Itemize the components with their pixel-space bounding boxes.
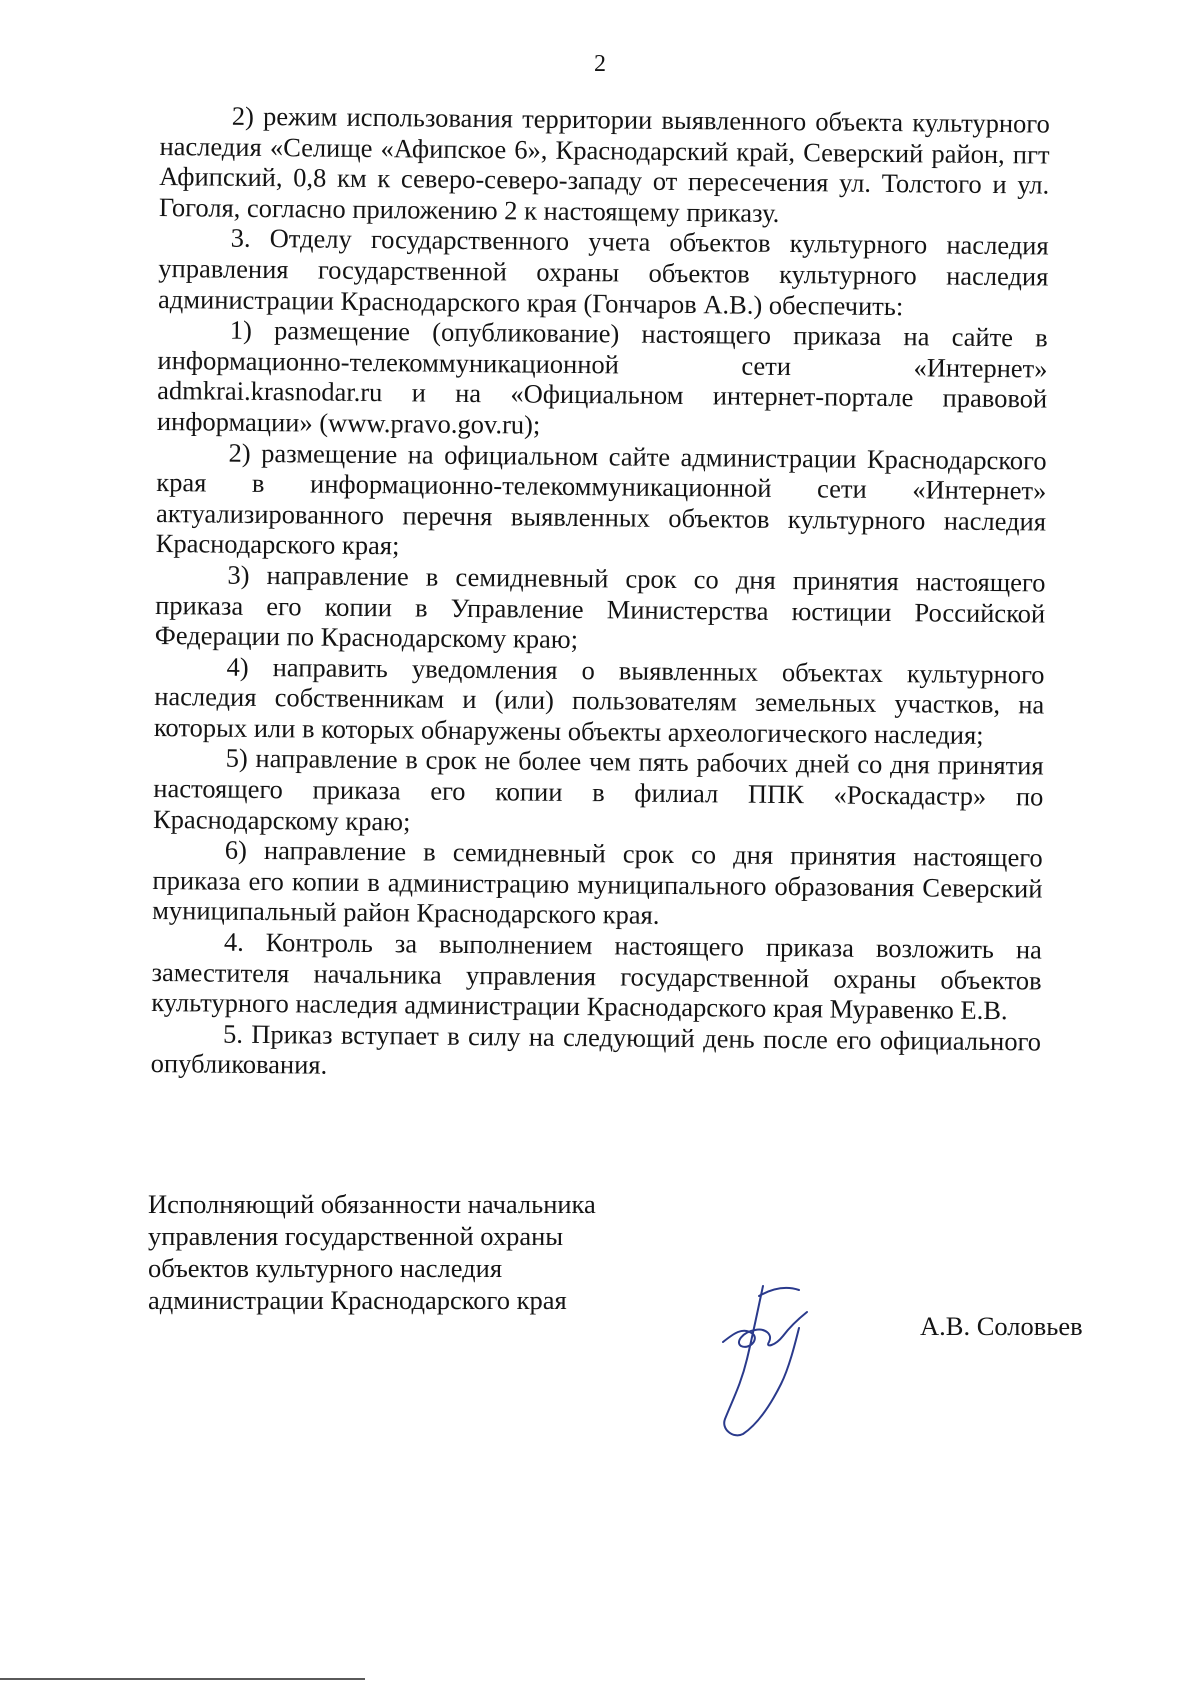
position-line: Исполняющий обязанности начальника: [148, 1189, 596, 1219]
position-line: управления государственной охраны: [148, 1221, 564, 1251]
position-line: объектов культурного наследия: [148, 1253, 503, 1283]
page-number: 2: [594, 51, 606, 77]
signature-block: [148, 1188, 1128, 1438]
paragraph-item-5-roskadastr: 5) направление в срок не более чем пять рабочих дней со дня принятия настоящего приказа его копии в филиал ППК «Роскадастр» по Краснодарскому краю;: [152, 743, 1044, 837]
paragraph-item-6-municipal-administration: 6) направление в семидневный срок со дня принятия настоящего приказа его копии в администрацию муниципального образования Северский муниципальный район Краснодарского края.: [152, 834, 1043, 931]
paragraph-item-3-ministry-of-justice: 3) направление в семидневный срок со дня принятия настоящего приказа его копии в Управление Министерства юстиции Российской Федерации по Краснодарскому краю;: [154, 559, 1046, 655]
paragraph-clause-4-control: 4. Контроль за выполнением настоящего приказа возложить на заместителя начальника управления государственной охраны объектов культурного наследия администрации Краснодарского края Муравенко Е.В.: [151, 926, 1043, 1026]
footer-divider: [0, 1678, 365, 1680]
paragraph-clause-5-effective-date: 5. Приказ вступает в силу на следующий день после его официального опубликования.: [150, 1018, 1042, 1081]
handwritten-signature: [703, 1284, 843, 1444]
paragraph-item-1-publication: 1) размещение (опубликование) настоящего приказа на сайте в информационно-телекоммуникационной сети «Интернет» admkrai.krasnodar.ru и на «Официальном интернет-портале правовой информации» (www.pravo.gov.ru);: [156, 314, 1048, 440]
signer-position-title: [148, 1188, 668, 1316]
position-line: администрации Краснодарского края: [148, 1285, 567, 1315]
paragraph-item-4-owner-notifications: 4) направить уведомления о выявленных объектах культурного наследия собственникам и (или) пользователям земельных участков, на которых или в которых обнаружены объекты археологического наследия;: [153, 651, 1045, 750]
paragraph-item-2-land-use-regime: 2) режим использования территории выявленного объекта культурного наследия «Селище «Афипское 6», Краснодарский край, Северский район, пгт Афипский, 0,8 км к северо-северо-западу от пересечения ул. Толстого и ул. Гоголя, согласно приложению 2 к настоящему приказу.: [158, 100, 1050, 228]
document-body: [151, 100, 1050, 1087]
paragraph-item-2-website-posting: 2) размещение на официальном сайте администрации Краснодарского края в информационно-телекоммуникационной сети «Интернет» актуализированного перечня выявленных объектов культурного наследия Краснодарского края;: [155, 437, 1047, 561]
paragraph-clause-3-registration-department: 3. Отделу государственного учета объектов культурного наследия управления государственной охраны объектов культурного наследия администрации Краснодарского края (Гончаров А.В.) обеспечить:: [157, 223, 1049, 321]
signer-name: А.В. Соловьев: [920, 1311, 1083, 1341]
